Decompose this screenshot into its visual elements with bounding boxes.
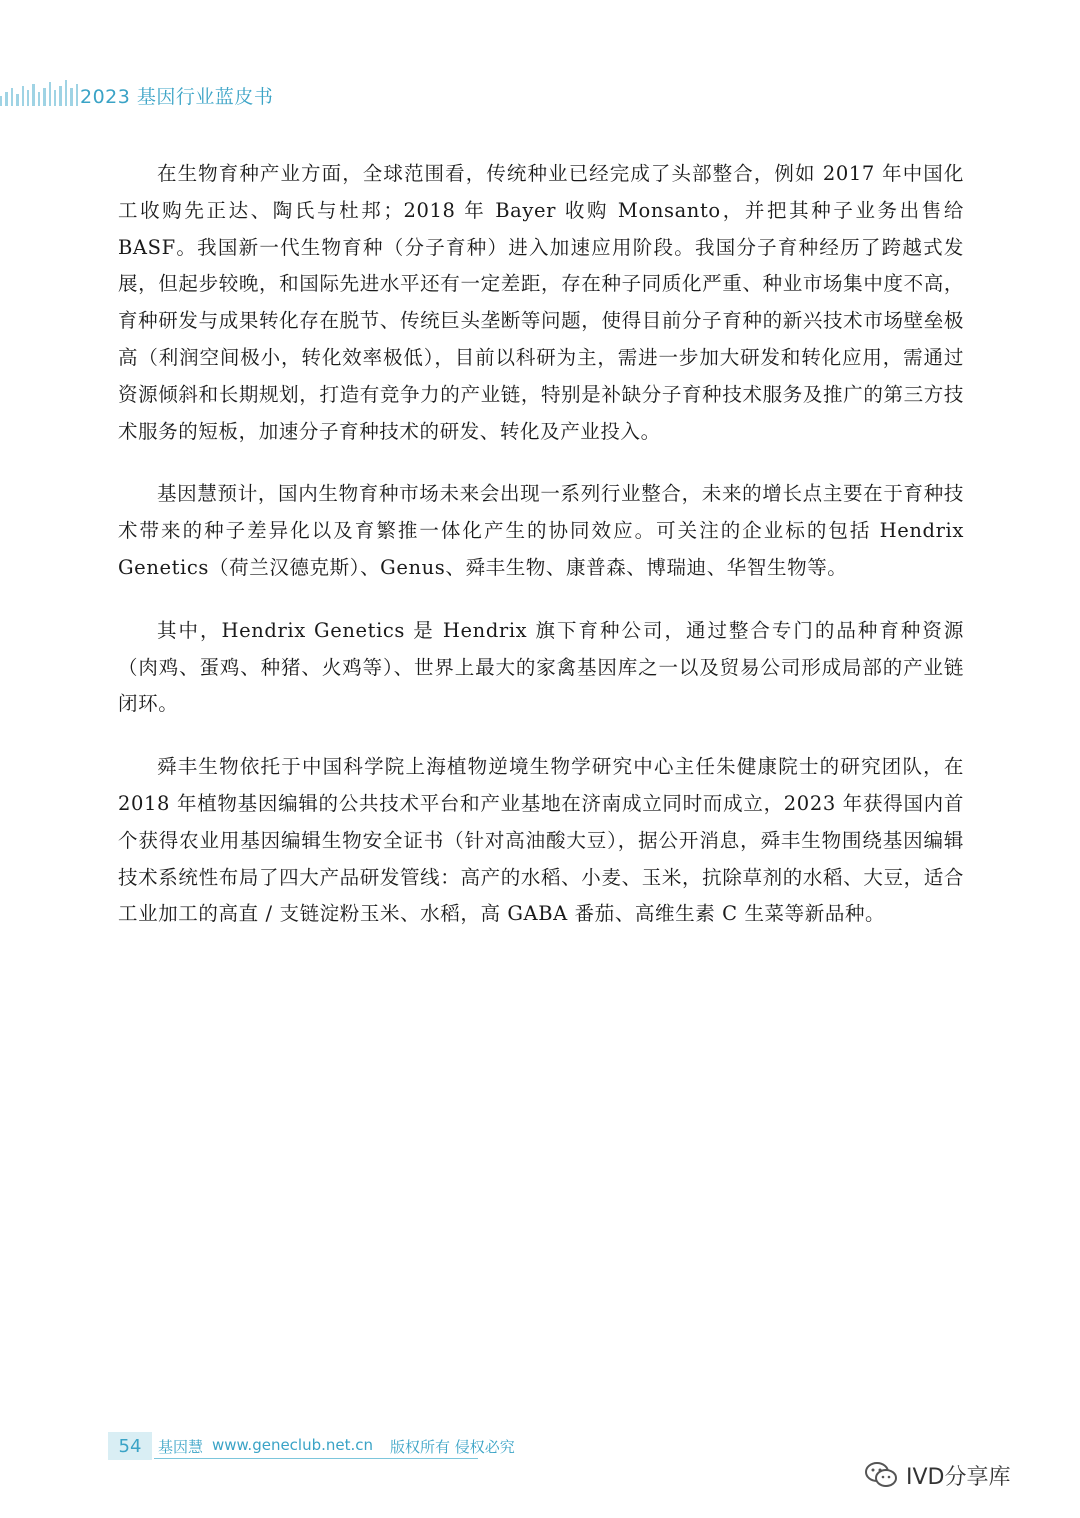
body-text — [118, 156, 964, 959]
page-number: 54 — [108, 1432, 152, 1460]
watermark — [864, 1458, 1064, 1492]
footer-url[interactable]: www.geneclub.net.cn — [212, 1436, 374, 1454]
wechat-icon — [864, 1461, 898, 1489]
paragraph: 在生物育种产业方面，全球范围看，传统种业已经完成了头部整合，例如 2017 年中国化工收购先正达、陶氏与杜邦；2018 年 Bayer 收购 Monsanto，并把其种子业务出售给 BASF。我国新一代生物育种（分子育种）进入加速应用阶段。我国分子育种经历了跨越式发展，但起步较晚，和国际先进水平还有一定差距，存在种子同质化严重、种业市场集中度不高，育种研发与成果转化存在脱节、传统巨头垄断等问题，使得目前分子育种的新兴技术市场壁垒极高（利润空间极小，转化效率极低），目前以科研为主，需进一步加大研发和转化应用，需通过资源倾斜和长期规划，打造有竞争力的产业链，特别是补缺分子育种技术服务及推广的第三方技术服务的短板，加速分子育种技术的研发、转化及产业投入。 — [118, 162, 964, 443]
page-footer — [108, 1432, 528, 1462]
running-header — [0, 72, 400, 112]
watermark-text: IVD分享库 — [906, 1464, 1011, 1490]
footer-brand: 基因慧 — [158, 1438, 204, 1456]
footer-underline — [154, 1458, 478, 1459]
header-bars-decoration — [0, 80, 78, 106]
footer-rights: 版权所有 侵权必究 — [390, 1438, 515, 1456]
paragraph: 基因慧预计，国内生物育种市场未来会出现一系列行业整合，未来的增长点主要在于育种技术带来的种子差异化以及育繁推一体化产生的协同效应。可关注的企业标的包括 Hendrix Genetics（荷兰汉德克斯）、Genus、舜丰生物、康普森、博瑞迪、华智生物等。 — [118, 482, 964, 579]
header-title: 2023 基因行业蓝皮书 — [80, 86, 274, 108]
paragraph: 其中，Hendrix Genetics 是 Hendrix 旗下育种公司，通过整合专门的品种育种资源（肉鸡、蛋鸡、种猪、火鸡等）、世界上最大的家禽基因库之一以及贸易公司形成局部的产业链闭环。 — [118, 618, 964, 716]
paragraph: 舜丰生物依托于中国科学院上海植物逆境生物学研究中心主任朱健康院士的研究团队，在 2018 年植物基因编辑的公共技术平台和产业基地在济南成立同时而成立，2023 年获得国内首个获得农业用基因编辑生物安全证书（针对高油酸大豆），据公开消息，舜丰生物围绕基因编辑技术系统性布局了四大产品研发管线：高产的水稻、小麦、玉米，抗除草剂的水稻、大豆，适合工业加工的高直 / 支链淀粉玉米、水稻，高 GABA 番茄、高维生素 C 生菜等新品种。 — [118, 755, 964, 926]
